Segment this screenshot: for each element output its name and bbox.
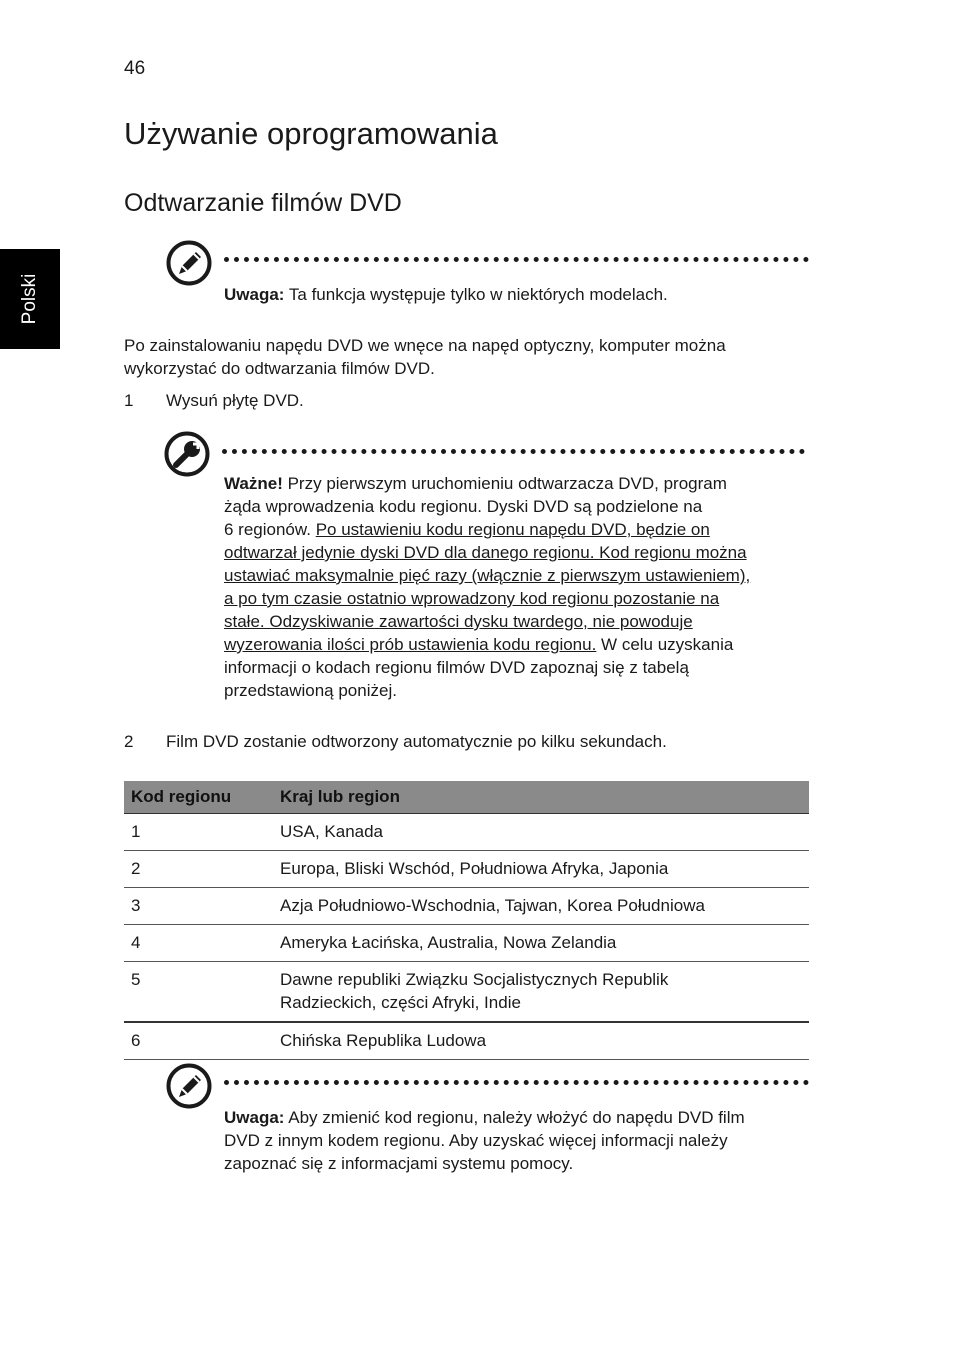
table-row (124, 851, 809, 888)
important-line: 6 regionów. (224, 520, 316, 539)
important-line: informacji o kodach regionu filmów DVD zapoznaj się z tabelą (224, 658, 689, 677)
note-2-text (224, 1106, 745, 1175)
note-divider (224, 1080, 809, 1085)
important-underlined: wyzerowania ilości prób ustawienia kodu regionu. (224, 635, 597, 654)
important-line: żąda wprowadzenia kodu regionu. Dyski DVD są podzielone na (224, 497, 703, 516)
important-wrench-icon (164, 431, 210, 477)
important-text (224, 472, 750, 702)
important-underlined: stałe. Odzyskiwanie zawartości dysku twardego, nie powoduje (224, 612, 693, 631)
note-divider (224, 257, 809, 262)
note-label: Uwaga: (224, 1108, 285, 1127)
important-underlined: Po ustawieniu kodu regionu napędu DVD, będzie on (315, 520, 710, 539)
important-underlined: odtwarzał jedynie dyski DVD dla danego regionu. Kod regionu można (224, 543, 747, 562)
table-cell: 1 (124, 814, 273, 851)
important-underlined: a po tym czasie ostatnio wprowadzony kod regionu pozostanie na (224, 589, 720, 608)
important-line: W celu uzyskania (596, 635, 734, 654)
column-header: Kod regionu (124, 781, 273, 814)
table-cell-line: Radzieckich, części Afryki, Indie (280, 993, 521, 1012)
table-cell: USA, Kanada (273, 814, 809, 851)
table-cell: Europa, Bliski Wschód, Południowa Afryka, Japonia (273, 851, 809, 888)
language-tab-label: Polski (19, 273, 40, 325)
intro-paragraph (124, 334, 726, 380)
language-tab (0, 249, 60, 349)
table-cell: Ameryka Łacińska, Australia, Nowa Zelandia (273, 925, 809, 962)
table-cell: Chińska Republika Ludowa (273, 1022, 809, 1060)
important-underlined: ustawiać maksymalnie pięć razy (włącznie z pierwszym ustawieniem), (224, 566, 751, 585)
column-header: Kraj lub region (273, 781, 809, 814)
note-pen-icon (166, 240, 212, 286)
table-cell: 6 (124, 1022, 273, 1060)
note-line: Aby zmienić kod regionu, należy włożyć do napędu DVD film (284, 1108, 745, 1127)
step-2-number: 2 (124, 732, 134, 751)
region-code-table (124, 781, 809, 1060)
table-row (124, 925, 809, 962)
page-title: Używanie oprogramowania (124, 116, 498, 151)
note-label: Uwaga: (224, 285, 285, 304)
step-2-text: Film DVD zostanie odtworzony automatycznie po kilku sekundach. (166, 732, 667, 751)
note-body: Ta funkcja występuje tylko w niektórych modelach. (284, 285, 668, 304)
section-title: Odtwarzanie filmów DVD (124, 189, 402, 217)
table-row (124, 888, 809, 925)
note-pen-icon (166, 1063, 212, 1109)
step-1-text: Wysuń płytę DVD. (166, 391, 304, 410)
intro-line: Po zainstalowaniu napędu DVD we wnęce na napęd optyczny, komputer można (124, 336, 726, 355)
table-cell: 2 (124, 851, 273, 888)
table-row (124, 962, 809, 1023)
important-line: Przy pierwszym uruchomieniu odtwarzacza DVD, program (282, 474, 727, 493)
table-cell-line: Dawne republiki Związku Socjalistycznych Republik (280, 970, 669, 989)
important-line: przedstawioną poniżej. (224, 681, 397, 700)
intro-line: wykorzystać do odtwarzania filmów DVD. (124, 359, 435, 378)
table-header-row (124, 781, 809, 814)
table-cell: 4 (124, 925, 273, 962)
important-label: Ważne! (224, 474, 283, 493)
step-1-number: 1 (124, 391, 134, 410)
table-row (124, 814, 809, 851)
note-text (224, 283, 668, 306)
note-line: zapoznać się z informacjami systemu pomocy. (224, 1154, 574, 1173)
table-cell: 5 (124, 962, 273, 1023)
table-cell: Azja Południowo-Wschodnia, Tajwan, Korea Południowa (273, 888, 809, 925)
important-divider (222, 449, 805, 454)
note-line: DVD z innym kodem regionu. Aby uzyskać więcej informacji należy (224, 1131, 728, 1150)
table-cell (273, 962, 809, 1023)
table-row (124, 1022, 809, 1060)
table-cell: 3 (124, 888, 273, 925)
page-number: 46 (124, 58, 146, 79)
